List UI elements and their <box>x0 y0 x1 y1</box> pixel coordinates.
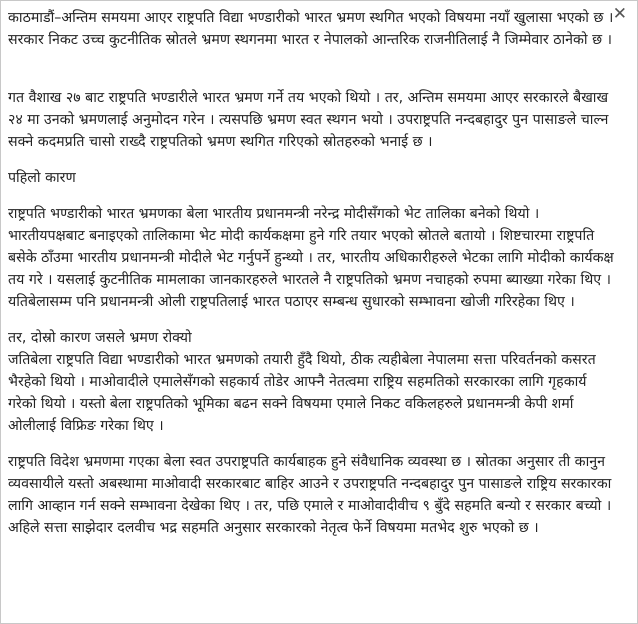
second-reason-heading: तर, दोस्रो कारण जसले भ्रमण रोक्यो <box>8 330 192 346</box>
article-body <box>8 7 618 619</box>
second-reason-paragraph: जतिबेला राष्ट्रपति विद्या भण्डारीको भारत भ्रमणको तयारी हुँदै थियो, ठीक त्यहीबेला नेपालमा सत्ता परिवर्तनको कसरत भैरहेको थियो । माओवादीले एमालेसँगको सहकार्य तोडेर आफ्नै नेतत्वमा राष्ट्रिय सहमतिको सरकारका लागि गृहकार्य गरेको थियो । यस्तो बेला राष्ट्रपतिको भूमिका बढन सक्ने विषयमा एमाले निकट वकिलहरुले प्रधानमन्त्री केपी शर्मा ओलीलाई विफ्रिङ गरेका थिए । <box>8 352 596 434</box>
first-reason-paragraph: राष्ट्रपति भण्डारीको भारत भ्रमणका बेला भारतीय प्रधानमन्त्री नरेन्द्र मोदीसँगको भेट तालिका बनेको थियो । भारतीयपक्षबाट बनाइएको तालिकामा भेट मोदी कार्यकक्षमा हुने गरि तयार भएको स्रोतले बतायो । शिष्टचारमा राष्ट्रपति बसेके ठाँउमा भारतीय प्रधानमन्त्री मोदीले भेट गर्नुपर्ने हुन्थ्यो । तर, भारतीय अधिकारीहरुले भेटका लागि मोदीको कार्यकक्ष तय गरे । यसलाई कुटनीतिक मामलाका जानकारहरुले भारतले नै राष्ट्रपतिको भ्रमण नचाहको रुपमा ब्याख्या गरेका थिए । यतिबेलासम्म पनि प्रधानमन्त्री ओली राष्ट्रपतिलाई भारत पठाएर सम्बन्ध सुधारको सम्भावना खोजी गरिरहेका थिए । <box>8 206 614 310</box>
first-reason-heading: पहिलो कारण <box>8 170 76 186</box>
close-icon[interactable]: ✕ <box>612 4 627 24</box>
constitutional-provision-paragraph: राष्ट्रपति विदेश भ्रमणमा गएका बेला स्वत उपराष्ट्रपति कार्यबाहक हुने संवैधानिक व्यवस्था छ । स्रोतका अनुसार ती कानुन व्यवसायीले यस्तो अबस्थामा माओवादी सरकारबाट बाहिर आउने र उपराष्ट्रपति नन्दबहादुर पुन पासाङले राष्ट्रिय सरकारका लागि आव्हान गर्न सक्ने सम्भावना देखेका थिए । तर, पछि एमाले र माओवादीवीच ९ बुँदे सहमति बन्यो र सरकार बच्यो । अहिले सत्ता साझेदार दलवीच भद्र सहमति अनुसार सरकारको नेतृत्व फेर्ने विषयमा मतभेद शुरु भएको छ । <box>8 454 612 536</box>
background-paragraph: गत वैशाख २७ बाट राष्ट्रपति भण्डारीले भारत भ्रमण गर्ने तय भएको थियो । तर, अन्तिम समयमा आएर सरकारले बैखाख २४ मा उनको भ्रमणलाई अनुमोदन गरेन । त्यसपछि भ्रमण स्वत स्थगन भयो । उपराष्ट्रपति नन्दबहादुर पुन पासाङले चाल्न सक्ने कदमप्रति चासो राख्दै राष्ट्रपतिको भ्रमण स्थगित गरिएको स्रोतहरुको भनाई छ । <box>8 90 609 150</box>
intro-paragraph: काठमाडौं–अन्तिम समयमा आएर राष्ट्रपति विद्या भण्डारीको भारत भ्रमण स्थगित भएको विषयमा नयाँ खुलासा भएको छ । सरकार निकट उच्च कुटनीतिक स्रोतले भ्रमण स्थगनमा भारत र नेपालको आन्तरिक राजनीतिलाई नै जिम्मेवार ठानेको छ । <box>8 10 614 48</box>
